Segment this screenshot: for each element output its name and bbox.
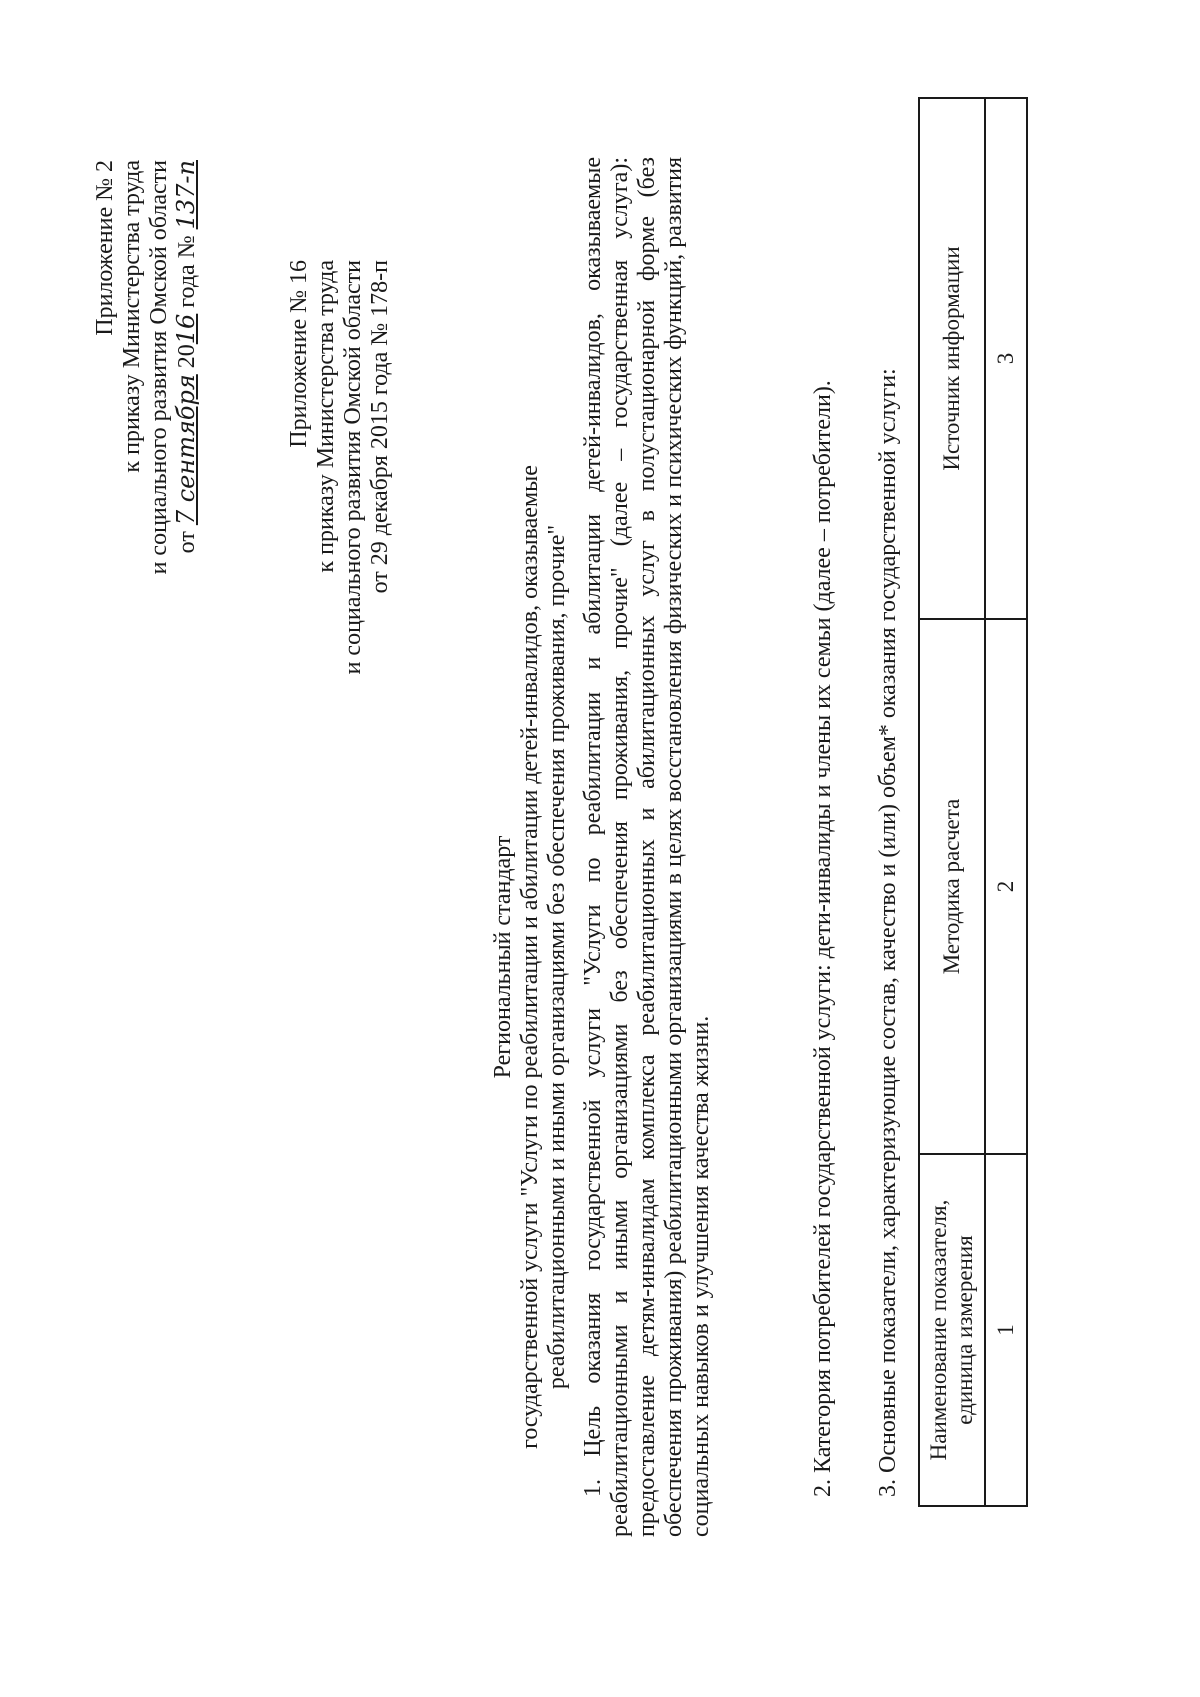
header-indicator-name: Наименование показателя, единица измерения <box>919 1154 985 1506</box>
appendix-header-previous <box>286 260 394 960</box>
appendix-order-ref: к приказу Министерства труда <box>119 160 145 473</box>
title-line-3: реабилитационными и иными организациями без обеспечения проживания, прочие" <box>544 524 570 1390</box>
title-line-2: государственной услуги "Услуги по реабилитации и абилитации детей-инвалидов, оказываемые <box>517 465 543 1449</box>
section-indicators: 3. Основные показатели, характеризующие состав, качество и (или) объем* оказания государственной услуги: <box>875 368 901 1497</box>
handwritten-year: 16 <box>172 313 200 345</box>
column-number-2: 2 <box>985 619 1027 1154</box>
handwritten-number: 137-п <box>172 160 200 230</box>
appendix-date-line: от 29 декабря 2015 года № 178-п <box>367 260 393 594</box>
appendix-order-ref: к приказу Министерства труда <box>313 260 339 573</box>
title-line-1: Региональный стандарт <box>490 835 516 1079</box>
appendix-ministry: и социального развития Омской области <box>340 260 366 675</box>
appendix-number: Приложение № 16 <box>286 260 312 448</box>
number-label: года № <box>174 235 200 308</box>
column-number-1: 1 <box>985 1154 1027 1506</box>
section-goal: 1. Цель оказания государственной услуги "Услуги по реабилитации и абилитации детей-инвалидов, оказываемые реабилитационными и иными организациями без обеспечения проживания, прочие" (далее – государственная услуга): предоставление детям-инвалидам комплекса реабилитационных и абилитационных услуг в полустационарной форме (без обеспечения проживания) реабилитационными организациями в целях восстановления физических и психических функций, развития социальных навыков и улучшения качества жизни. <box>580 157 714 1537</box>
header-information-source: Источник информации <box>919 98 985 619</box>
column-number-3: 3 <box>985 98 1027 619</box>
document-title <box>490 417 571 1497</box>
table-header-row <box>919 98 985 1506</box>
year-prefix: 20 <box>174 344 200 369</box>
date-prefix: от <box>174 531 200 554</box>
table-number-row <box>985 98 1027 1506</box>
appendix-number: Приложение № 2 <box>92 160 118 336</box>
handwritten-date: 7 сентября <box>172 374 200 526</box>
appendix-header-current <box>92 160 201 860</box>
section-consumer-category: 2. Категория потребителей государственной услуги: дети-инвалиды и члены их семьи (далее – потребители). <box>810 380 836 1497</box>
header-calculation-method: Методика расчета <box>919 619 985 1154</box>
appendix-ministry: и социального развития Омской области <box>146 160 172 575</box>
indicators-table <box>918 97 1028 1507</box>
appendix-date-line <box>173 160 201 860</box>
